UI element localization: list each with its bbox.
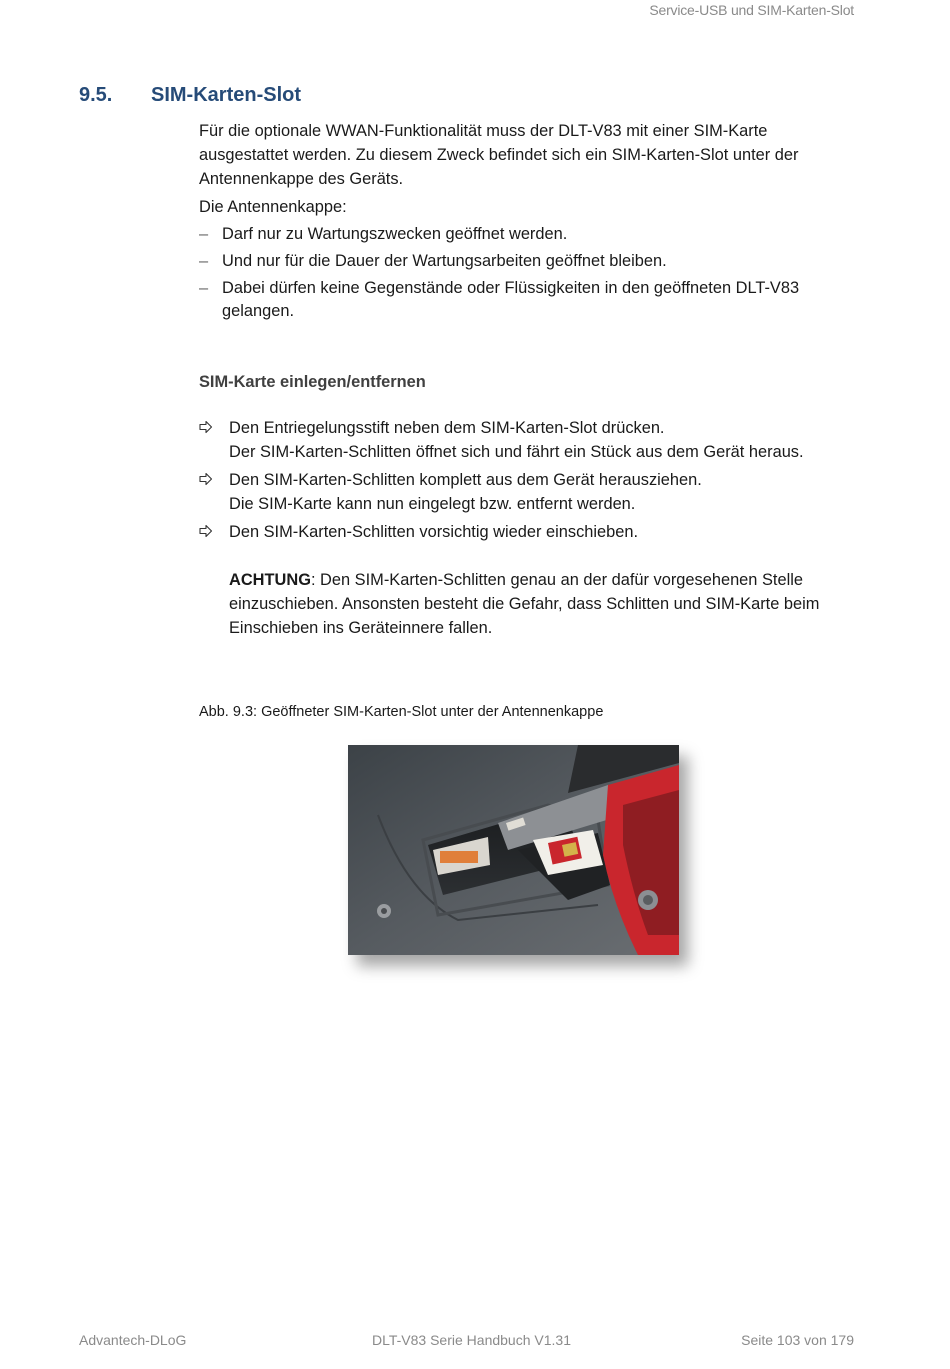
step-list xyxy=(199,416,849,548)
step-item xyxy=(199,520,849,544)
dash-list xyxy=(199,223,849,327)
dash-marker: – xyxy=(199,225,209,243)
step-result: Die SIM-Karte kann nun eingelegt bzw. entfernt werden. xyxy=(229,495,636,513)
step-result: Der SIM-Karten-Schlitten öffnet sich und fährt ein Stück aus dem Gerät heraus. xyxy=(229,443,804,461)
step-item xyxy=(199,468,849,516)
list-item xyxy=(199,250,849,273)
arrow-right-icon xyxy=(199,524,213,538)
dash-marker: – xyxy=(199,279,209,297)
warning-label: ACHTUNG xyxy=(229,571,311,589)
warning-text: : Den SIM-Karten-Schlitten genau an der dafür vorgesehenen Stelle einzuschieben. Ansonsten besteht die Gefahr, dass Schlitten und SIM-Karte beim Einschieben ins Geräteinnere fallen. xyxy=(229,571,820,637)
lead-paragraph: Die Antennenkappe: xyxy=(199,198,347,216)
sim-slot-photo xyxy=(348,745,679,955)
footer-manual-title: DLT-V83 Serie Handbuch V1.31 xyxy=(372,1332,571,1348)
running-header: Service-USB und SIM-Karten-Slot xyxy=(649,2,854,18)
section-number: 9.5. xyxy=(79,84,113,106)
section-title: SIM-Karten-Slot xyxy=(151,84,301,106)
warning-note xyxy=(229,568,849,640)
footer-company: Advantech-DLoG xyxy=(79,1332,187,1348)
step-action: Den SIM-Karten-Schlitten komplett aus dem Gerät herausziehen. xyxy=(229,471,702,489)
arrow-right-icon xyxy=(199,472,213,486)
step-item xyxy=(199,416,849,464)
dash-marker: – xyxy=(199,252,209,270)
list-item xyxy=(199,277,849,323)
arrow-right-icon xyxy=(199,420,213,434)
step-action: Den SIM-Karten-Schlitten vorsichtig wieder einschieben. xyxy=(229,523,639,541)
intro-paragraph: Für die optionale WWAN-Funktionalität muss der DLT-V83 mit einer SIM-Karte ausgestattet werden. Zu diesem Zweck befindet sich ein SIM-Karten-Slot unter der Antennenkappe des Geräts. xyxy=(199,122,799,188)
subheading: SIM-Karte einlegen/entfernen xyxy=(199,373,426,391)
list-item xyxy=(199,223,849,246)
footer-page-number: Seite 103 von 179 xyxy=(741,1332,854,1348)
list-item-text: Und nur für die Dauer der Wartungsarbeiten geöffnet bleiben. xyxy=(222,252,667,270)
list-item-text: Darf nur zu Wartungszwecken geöffnet werden. xyxy=(222,225,568,243)
figure-caption: Abb. 9.3: Geöffneter SIM-Karten-Slot unter der Antennenkappe xyxy=(199,704,604,720)
step-action: Den Entriegelungsstift neben dem SIM-Karten-Slot drücken. xyxy=(229,419,665,437)
list-item-text: Dabei dürfen keine Gegenstände oder Flüssigkeiten in den geöffneten DLT-V83 gelangen. xyxy=(222,279,800,320)
